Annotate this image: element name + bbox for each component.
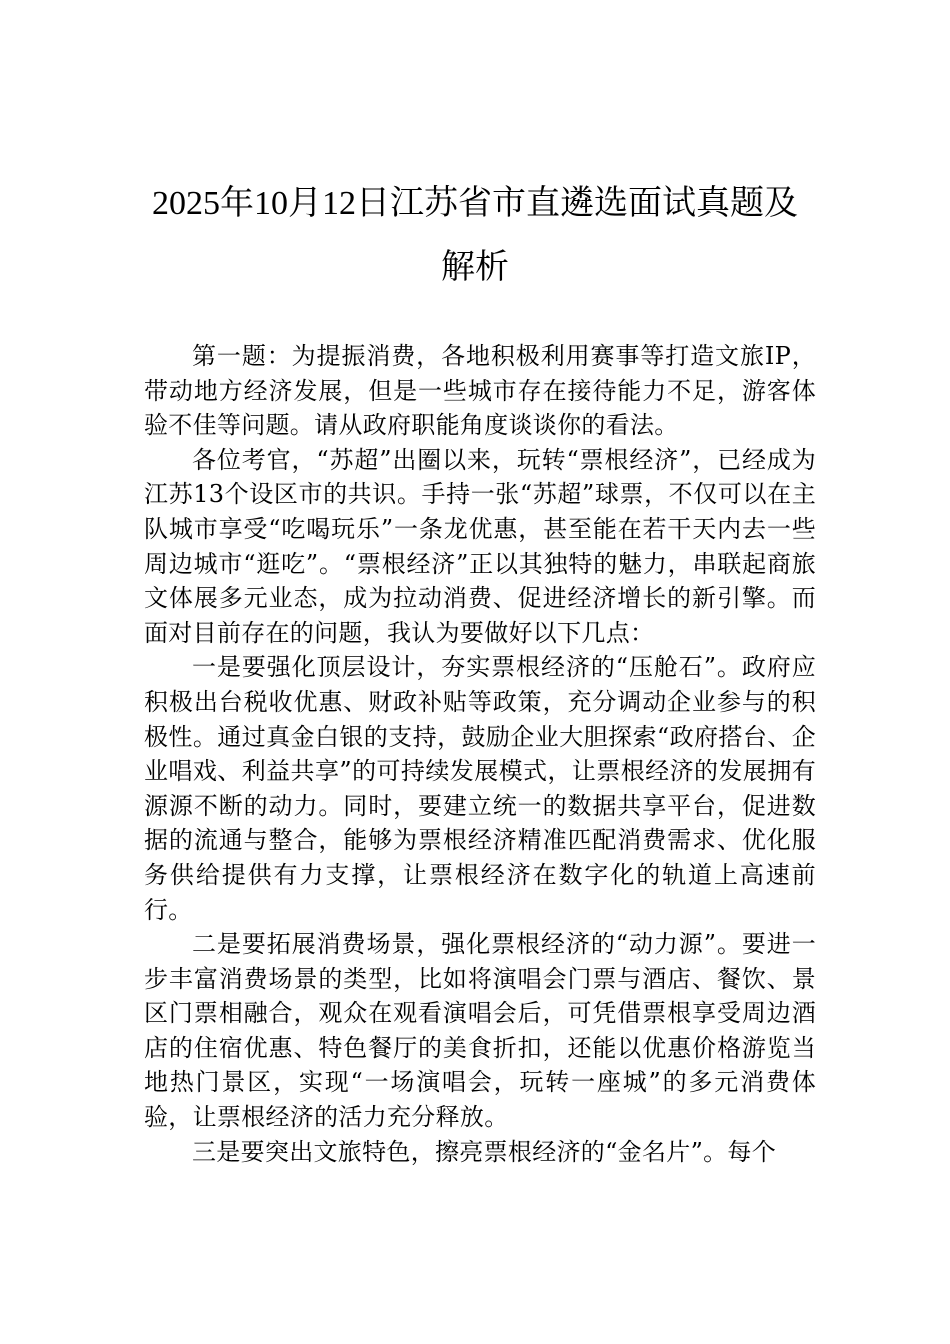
document-title: 2025年10月12日江苏省市直遴选面试真题及解析 xyxy=(152,185,798,286)
point-two-paragraph: 二是要拓展消费场景，强化票根经济的“动力源”。要进一步丰富消费场景的类型，比如将演唱会门票与酒店、餐饮、景区门票相融合，观众在观看演唱会后，可凭借票根享受周边酒店的住宿优惠、特色餐厅的美食折扣，还能以优惠价格游览当地热门景区，实现“一场演唱会，玩转一座城”的多元消费体验，让票根经济的活力充分释放。 xyxy=(144,930,816,1132)
intro-paragraph: 各位考官，“苏超”出圈以来，玩转“票根经济”，已经成为江苏13个设区市的共识。手持一张“苏超”球票，不仅可以在主队城市享受“吃喝玩乐”一条龙优惠，甚至能在若干天内去一些周边城市“逛吃”。“票根经济”正以其独特的魅力，串联起商旅文体展多元业态，成为拉动消费、促进经济增长的新引擎。而面对目前存在的问题，我认为要做好以下几点： xyxy=(144,445,816,647)
question-paragraph: 第一题：为提振消费，各地积极利用赛事等打造文旅IP，带动地方经济发展，但是一些城市存在接待能力不足，游客体验不佳等问题。请从政府职能角度谈谈你的看法。 xyxy=(144,342,816,440)
point-three-paragraph: 三是要突出文旅特色，擦亮票根经济的“金名片”。每个 xyxy=(192,1137,777,1166)
point-one-paragraph: 一是要强化顶层设计，夯实票根经济的“压舱石”。政府应积极出台税收优惠、财政补贴等政策，充分调动企业参与的积极性。通过真金白银的支持，鼓励企业大胆探索“政府搭台、企业唱戏、利益共享”的可持续发展模式，让票根经济的发展拥有源源不断的动力。同时，要建立统一的数据共享平台，促进数据的流通与整合，能够为票根经济精准匹配消费需求、优化服务供给提供有力支撑，让票根经济在数字化的轨道上高速前行。 xyxy=(144,653,816,924)
document-body xyxy=(144,339,816,1169)
